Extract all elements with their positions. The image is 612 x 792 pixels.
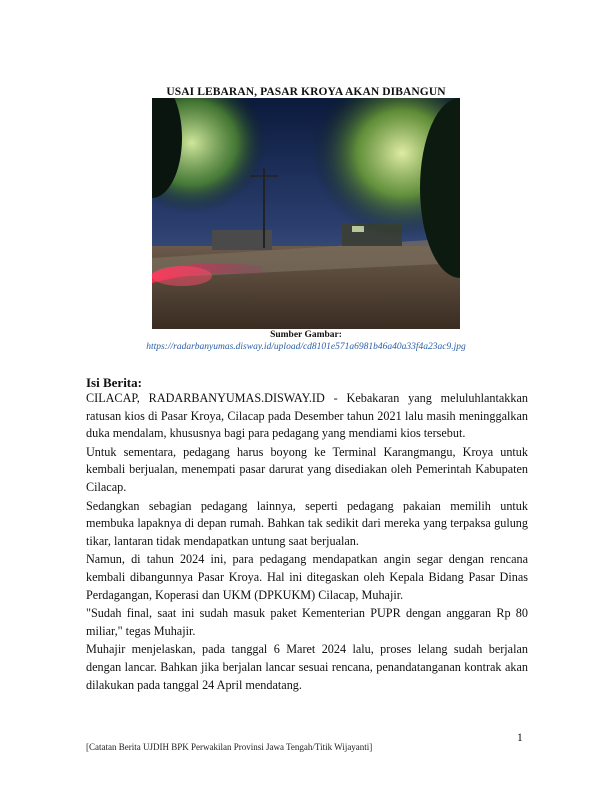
image-source-link[interactable]: https://radarbanyumas.disway.id/upload/cd8101e571a6981b46a40a33f4a23ac9.jpg — [146, 342, 466, 352]
paragraph: Muhajir menjelaskan, pada tanggal 6 Maret 2024 lalu, proses lelang sudah berjalan dengan lancar. Bahkan jika berjalan lancar sesuai rencana, penandatanganan kontrak akan dilakukan pada tanggal 24 April mendatang. — [86, 642, 528, 692]
page-number: 1 — [517, 732, 523, 744]
footer-note: [Catatan Berita UJDIH BPK Perwakilan Provinsi Jawa Tengah/Titik Wijayanti] — [86, 742, 373, 752]
paragraph: Namun, di tahun 2024 ini, para pedagang mendapatkan angin segar dengan rencana kembali dibangunnya Pasar Kroya. Hal ini ditegaskan oleh Kepala Bidang Pasar Dinas Perdagangan, Koperasi dan UKM (DPKUKM) Cilacap, Muhajir. — [86, 552, 528, 602]
paragraph: Untuk sementara, pedagang harus boyong ke Terminal Karangmangu, Kroya untuk kembali berjualan, menempati pasar darurat yang disediakan oleh Pemerintah Kabupaten Cilacap. — [86, 444, 528, 494]
image-caption-label: Sumber Gambar: — [270, 330, 342, 340]
news-title: USAI LEBARAN, PASAR KROYA AKAN DIBANGUN — [166, 86, 446, 98]
section-heading: Isi Berita: — [86, 375, 142, 390]
paragraph: "Sudah final, saat ini sudah masuk paket Kementerian PUPR dengan anggaran Rp 80 miliar," tegas Muhajir. — [86, 606, 528, 638]
paragraph: CILACAP, RADARBANYUMAS.DISWAY.ID - Kebakaran yang meluluhlantakkan ratusan kios di Pasar Kroya, Cilacap pada Desember tahun 2021 lalu masih meninggalkan duka mendalam, khususnya bagi para pedagang yang mendiami kios tersebut. — [86, 391, 528, 441]
news-body — [86, 390, 528, 695]
paragraph: Sedangkan sebagian pedagang lainnya, seperti pedagang pakaian memilih untuk membuka lapaknya di depan rumah. Bahkan tak sedikit dari mereka yang terpaksa gulung tikar, lantaran tidak mendapatkan untung saat berjualan. — [86, 498, 528, 548]
news-photo — [152, 98, 460, 329]
